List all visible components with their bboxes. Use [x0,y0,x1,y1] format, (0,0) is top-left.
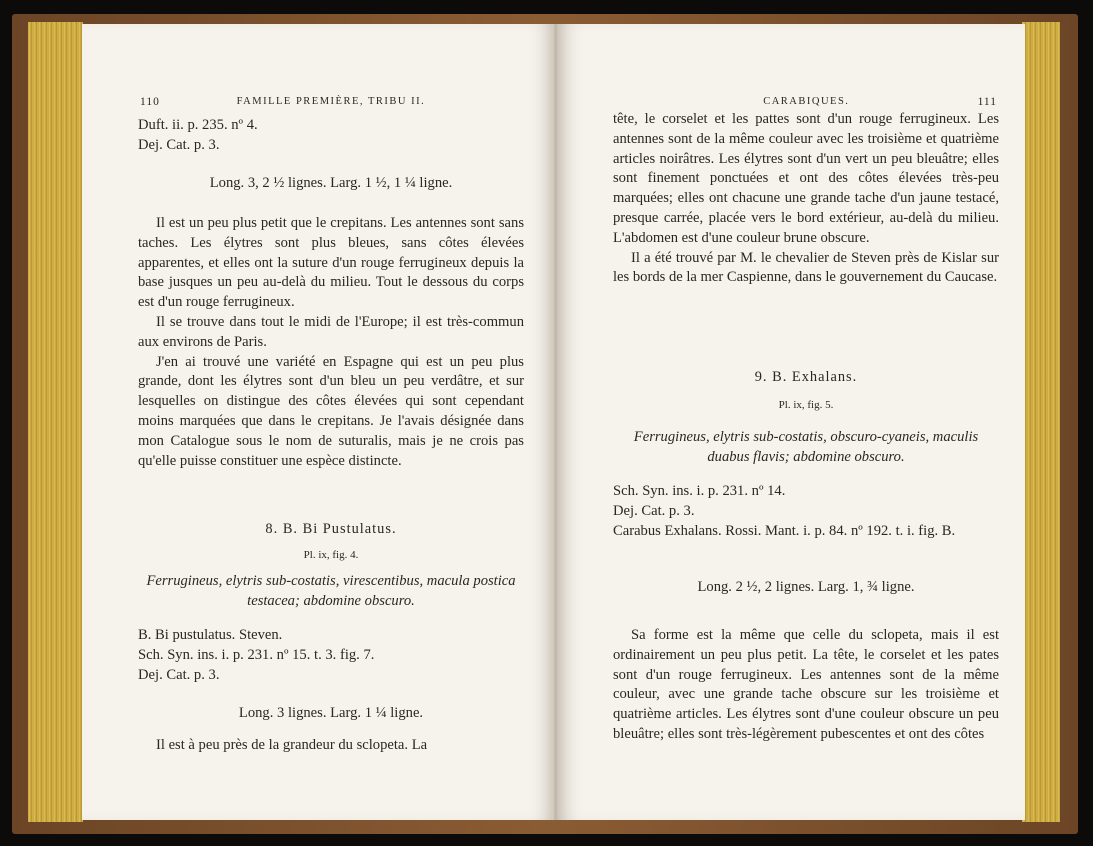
left-body-2 [138,736,524,756]
ref-line: Dej. Cat. p. 3. [138,666,220,683]
right-long-line [613,578,999,598]
species-heading-text: 8. B. Bi Pustulatus. [265,521,397,537]
right-body-2 [613,626,999,745]
left-page-number: 110 [140,96,160,108]
paragraph: Il a été trouvé par M. le chevalier de Steven près de Kislar sur les bords de la mer Caspienne, dans le gouvernement du Caucase. [613,249,999,286]
diagnosis-text: Ferrugineus, elytris sub-costatis, obscuro-cyaneis, maculis duabus flavis; abdomine obscuro. [633,429,979,465]
left-refs-top [138,116,524,156]
species-heading-8 [138,520,524,540]
plate-ref-text: Pl. ix, fig. 4. [303,549,359,561]
species-heading-9 [613,368,999,388]
paragraph: J'en ai trouvé une variété en Espagne qui est un peu plus grande, dont les élytres sont d'un bleu un peu verdâtre, et sur lesquelles on distingue des côtes élevées qui sont cependant moins marquées que dans le crepitans. Je l'avais désignée dans mon Catalogue sous le nom de suturalis, mais je ne crois pas qu'elle puisse constituer une espèce distincte. [138,353,524,469]
diagnosis-9 [613,428,999,468]
diagnosis-8 [138,572,524,612]
page-edges-right [1022,22,1060,822]
ref-line: Dej. Cat. p. 3. [138,136,220,153]
ref-line: Duft. ii. p. 235. nº 4. [138,117,258,133]
right-refs [613,482,999,541]
ref-line: Sch. Syn. ins. i. p. 231. nº 15. t. 3. fig. 7. [138,646,375,663]
paragraph: Il est à peu près de la grandeur du sclopeta. La [156,737,428,753]
right-body-1 [613,110,999,288]
paragraph: tête, le corselet et les pattes sont d'un rouge ferrugineux. Les antennes sont de la même couleur avec les troisième et quatrième articles noirâtres. Les élytres sont d'un vert un peu bleuâtre; elles sont finement ponctuées et ont des côtes élevées très-peu marquées; elles ont chacune une grande tache d'un jaune testacé, presque carrée, placée vers le bord extérieur, au-delà du milieu. L'abdomen est d'une couleur brune obscure. [613,111,999,246]
ref-line: Dej. Cat. p. 3. [613,502,695,519]
left-long-line-1 [138,174,524,194]
species-heading-text: 9. B. Exhalans. [754,369,858,385]
ref-line: Carabus Exhalans. Rossi. Mant. i. p. 84. nº 192. t. i. fig. B. [613,522,956,539]
ref-line: B. Bi pustulatus. Steven. [138,627,283,643]
left-page [82,24,555,820]
page-edges-left [28,22,83,822]
left-running-title: FAMILLE PREMIÈRE, TRIBU II. [236,96,426,107]
left-running-head [140,96,522,108]
ref-line: Sch. Syn. ins. i. p. 231. nº 14. [613,483,786,499]
measurement-line: Long. 2 ½, 2 lignes. Larg. 1, ¾ ligne. [697,579,915,595]
paragraph: Sa forme est la même que celle du sclopeta, mais il est ordinairement un peu plus petit. La tête, le corselet et les pates sont d'un rouge ferrugineux. Les antennes sont de la même couleur, avec une grande tache obscure sur les troisième et quatrième articles. Les élytres sont d'une couleur obscure un peu bleuâtre; elles sont très-légèrement pubescentes et ont des côtes [613,627,999,742]
right-page-number: 111 [977,96,997,108]
left-long-line-2 [138,704,524,724]
right-running-head [615,96,997,108]
paragraph: Il est un peu plus petit que le crepitans. Les antennes sont sans taches. Les élytres sont plus bleues, sans côtes élevées apparentes, et elles ont la suture d'un rouge ferrugineux depuis la base jusques un peu au-delà du milieu. Tout le dessous du corps est d'un rouge ferrugineux. [138,215,524,311]
measurement-line: Long. 3 lignes. Larg. 1 ¼ ligne. [238,705,424,721]
plate-ref-8 [138,546,524,566]
measurement-line: Long. 3, 2 ½ lignes. Larg. 1 ½, 1 ¼ ligne. [209,175,453,191]
diagnosis-text: Ferrugineus, elytris sub-costatis, virescentibus, macula postica testacea; abdomine obscuro. [146,573,516,609]
left-body-1 [138,214,524,471]
right-running-title: CARABIQUES. [763,96,850,107]
plate-ref-text: Pl. ix, fig. 5. [778,399,834,411]
paragraph: Il se trouve dans tout le midi de l'Europe; il est très-commun aux environs de Paris. [138,313,524,350]
right-page [557,24,1025,820]
left-refs-bottom [138,626,524,685]
plate-ref-9 [613,396,999,416]
